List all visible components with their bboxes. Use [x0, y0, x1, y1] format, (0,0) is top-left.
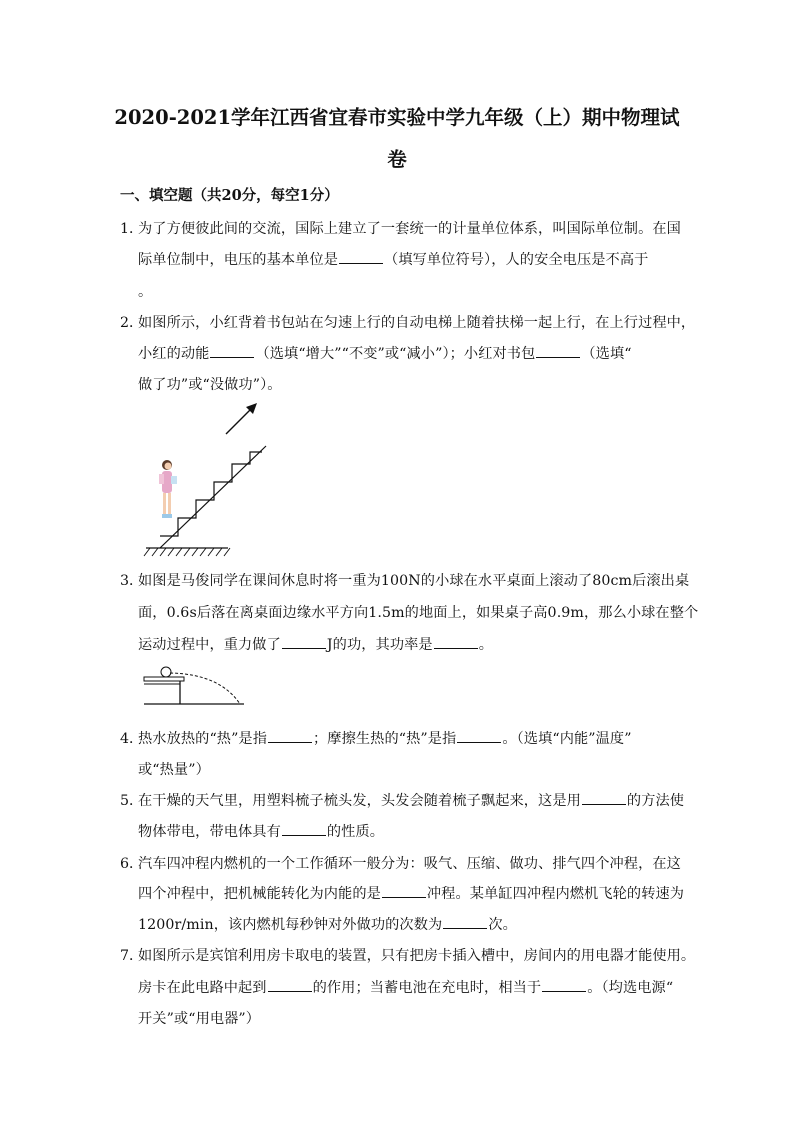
question-7-line-3: 开关”或“用电器”） — [138, 1011, 261, 1027]
question-6-text-a: 四个冲程中，把机械能转化为内能的是 — [138, 886, 381, 902]
question-7-text-c: 。（均选电源“ — [587, 980, 674, 996]
question-7-line-1: 如图所示是宾馆利用房卡取电的装置，只有把房卡插入槽中，房间内的用电器才能使用。 — [138, 948, 696, 964]
answer-blank[interactable] — [542, 979, 586, 992]
question-3-line-1: 如图是马俊同学在课间休息时将一重为100N的小球在水平桌面上滚动了80cm后滚出桌 — [138, 573, 690, 589]
question-6-number: 6． — [120, 856, 144, 872]
question-1-line-3: 。 — [138, 284, 153, 300]
answer-blank[interactable] — [268, 730, 312, 743]
question-4-text-a: 热水放热的“热”是指 — [138, 731, 268, 747]
question-3-text-c: 。 — [478, 637, 493, 653]
question-1-line-2 — [138, 249, 648, 269]
exam-title-line2: 卷 — [387, 148, 407, 171]
question-2-line-2 — [138, 343, 632, 363]
question-3-line-2: 面，0.6s后落在离桌面边缘水平方向1.5m的地面上，如果桌子高0.9m，那么小球在整个 — [138, 605, 699, 621]
question-3-number: 3． — [120, 573, 144, 589]
answer-blank[interactable] — [457, 730, 501, 743]
question-7-line-2 — [138, 977, 673, 997]
answer-blank[interactable] — [282, 636, 326, 649]
question-1-text-a: 际单位制中，电压的基本单位是 — [138, 252, 339, 268]
question-4-text-c: 。（选填“内能”温度” — [502, 731, 632, 747]
question-2-line-3: 做了功”或“没做功”）。 — [138, 377, 282, 393]
question-6-line-3 — [138, 914, 517, 934]
question-7-number: 7． — [120, 948, 144, 964]
question-2-line-1: 如图所示，小红背着书包站在匀速上行的自动电梯上随着扶梯一起上行，在上行过程中， — [138, 315, 696, 331]
answer-blank[interactable] — [582, 792, 626, 805]
question-5-text-d: 的性质。 — [326, 824, 385, 840]
answer-blank[interactable] — [382, 885, 426, 898]
question-5-text-a: 在干燥的天气里，用塑料梳子梳头发，头发会随着梳子飘起来，这是用 — [138, 793, 581, 809]
section-heading: 一、填空题（共20分，每空1分） — [120, 187, 339, 204]
ground-hatch — [144, 548, 230, 556]
question-4-line-1 — [138, 728, 632, 748]
escalator-figure — [140, 398, 280, 558]
question-5-number: 5． — [120, 793, 144, 809]
question-6-line-2 — [138, 883, 684, 903]
question-1-line-1: 为了方便彼此间的交流，国际上建立了一套统一的计量单位体系，叫国际单位制。在国 — [138, 221, 681, 237]
question-5-text-c: 物体带电，带电体具有 — [138, 824, 281, 840]
answer-blank[interactable] — [210, 345, 254, 358]
question-7-text-a: 房卡在此电路中起到 — [138, 980, 267, 996]
question-5-line-2 — [138, 821, 384, 841]
answer-blank[interactable] — [443, 916, 487, 929]
question-6-text-c: 1200r/min，该内燃机每秒钟对外做功的次数为 — [138, 917, 443, 933]
exam-title-line1: 2020-2021学年江西省宜春市实验中学九年级（上）期中物理试 — [114, 106, 680, 129]
question-4-line-2: 或“热量”） — [138, 762, 210, 778]
table-ball-figure — [140, 664, 250, 710]
question-4-text-b: ；摩擦生热的“热”是指 — [313, 731, 457, 747]
question-6-line-1: 汽车四冲程内燃机的一个工作循环一般分为：吸气、压缩、做功、排气四个冲程，在这 — [138, 856, 681, 872]
question-4-number: 4． — [120, 731, 144, 747]
answer-blank[interactable] — [536, 345, 580, 358]
ball-icon — [161, 667, 171, 677]
question-2-text-c: （选填“ — [581, 346, 632, 362]
question-1-number: 1． — [120, 221, 144, 237]
question-5-line-1 — [138, 790, 684, 810]
question-1-text-b: （填写单位符号），人的安全电压是不高于 — [384, 252, 649, 268]
girl-figure-icon — [159, 460, 177, 518]
question-6-text-b: 冲程。某单缸四冲程内燃机飞轮的转速为 — [426, 886, 685, 902]
table-top — [144, 677, 184, 681]
question-3-text-a: 运动过程中，重力做了 — [138, 637, 281, 653]
question-5-text-b: 的方法使 — [626, 793, 685, 809]
answer-blank[interactable] — [268, 979, 312, 992]
question-3-text-b: J的功，其功率是 — [326, 637, 433, 653]
question-7-text-b: 的作用；当蓄电池在充电时，相当于 — [312, 980, 542, 996]
question-2-text-b: （选填“增大”“不变”或“减小”）；小红对书包 — [255, 346, 536, 362]
question-2-number: 2． — [120, 315, 144, 331]
question-6-text-d: 次。 — [488, 917, 517, 933]
answer-blank[interactable] — [434, 636, 478, 649]
question-2-text-a: 小红的动能 — [138, 346, 210, 362]
answer-blank[interactable] — [282, 823, 326, 836]
question-3-line-3 — [138, 634, 493, 654]
answer-blank[interactable] — [339, 251, 383, 264]
